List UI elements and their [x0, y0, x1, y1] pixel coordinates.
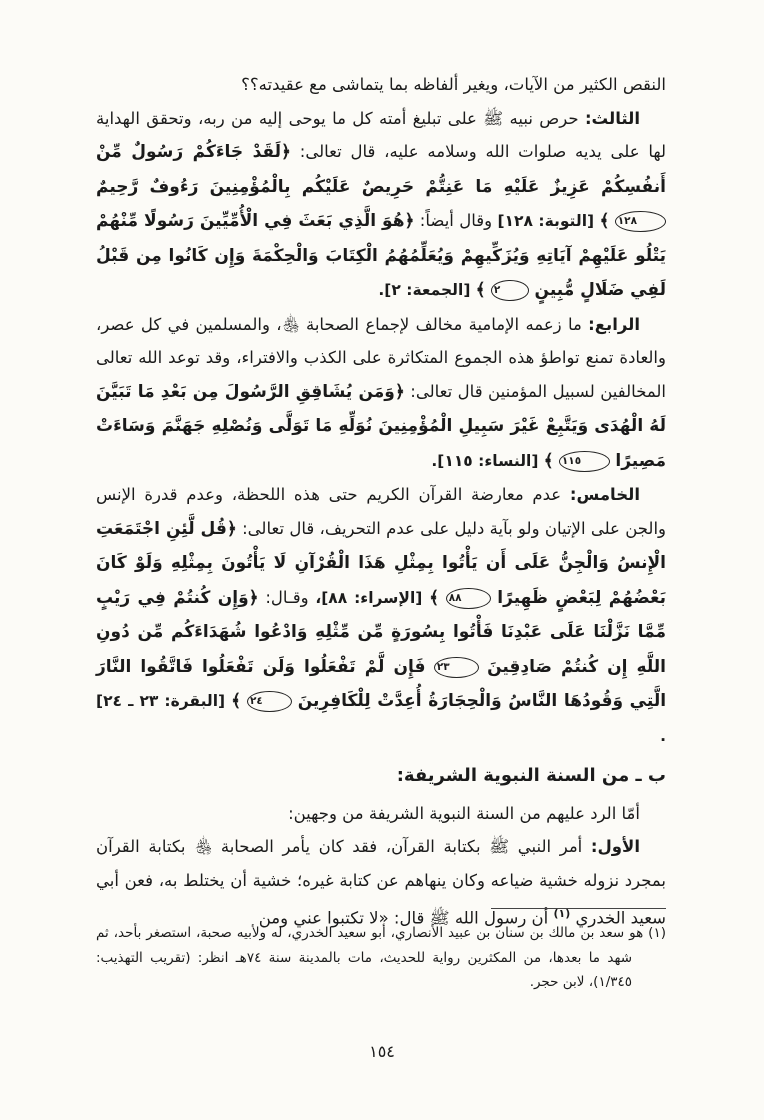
quran-verse: ﴿هُوَ الَّذِي بَعَثَ فِي الْأُمِّيِّينَ رَسُولًا مِّنْهُمْ يَتْلُو عَلَيْهِمْ آيَاتِهِ وَيُزَكِّيهِمْ وَيُعَلِّمُهُمُ الْكِتَابَ وَالْحِكْمَةَ وَإِن كَانُوا مِن قَبْلُ لَفِي ضَلَالٍ مُّبِينٍ — [96, 211, 666, 300]
body-text: عدم معارضة القرآن الكريم حتى هذه اللحظة، وعدم قدرة الإنس والجن على الإتيان ولو بآية دليل على عدم التحريف، قال تعالى: — [96, 485, 666, 538]
section-lead: الرابع: — [588, 314, 641, 334]
footnote-marker-ref: (١) — [553, 907, 571, 920]
paragraph-fifth-point — [96, 478, 666, 753]
section-lead: الثالث: — [584, 108, 640, 128]
quran-verse: فَإِن لَّمْ تَفْعَلُوا وَلَن تَفْعَلُوا فَاتَّقُوا النَّارَ الَّتِي وَقُودُهَا النَّاسُ وَالْحِجَارَةُ أُعِدَّتْ لِلْكَافِرِينَ — [96, 656, 667, 711]
footnotes-section — [96, 908, 666, 995]
verse-reference: [النساء: ١١٥]. — [431, 451, 539, 470]
quran-verse: ﴿وَإِن كُنتُمْ فِي رَيْبٍ مِّمَّا نَزَّلْنَا عَلَى عَبْدِنَا فَأْتُوا بِسُورَةٍ مِّن مِّثْلِهِ وَادْعُوا شُهَدَاءَكُم مِّن دُونِ اللَّهِ إِن كُنتُمْ صَادِقِينَ — [96, 587, 666, 677]
paragraph-continuation — [96, 68, 666, 102]
ayah-number: ١١٥ — [559, 451, 610, 472]
quran-verse: ﴿قُل لَّئِنِ اجْتَمَعَتِ الْإِنسُ وَالْجِنُّ عَلَى أَن يَأْتُوا بِمِثْلِ هَذَا الْقُرْآنِ لَا يَأْتُونَ بِمِثْلِهِ وَلَوْ كَانَ بَعْضُهُمْ لِبَعْضٍ ظَهِيرًا — [96, 518, 667, 608]
verse-close-bracket: ﴾ — [543, 450, 554, 471]
ayah-number: ١٢٨ — [615, 211, 666, 232]
section-heading: ب ـ من السنة النبوية الشريفة: — [396, 765, 666, 786]
ayah-number: ٨٨ — [446, 588, 491, 609]
section-lead: الخامس: — [569, 485, 640, 504]
verse-close-bracket: ﴾ — [429, 587, 440, 608]
paragraph-amma — [96, 797, 666, 831]
verse-reference: [الجمعة: ٢]. — [378, 281, 471, 299]
page-number: ١٥٤ — [369, 1042, 395, 1061]
quran-verse: ﴿لَقَدْ جَاءَكُمْ رَسُولٌ مِّنْ أَنفُسِكُمْ عَزِيزٌ عَلَيْهِ مَا عَنِتُّمْ حَرِيصٌ عَلَيْكُم بِالْمُؤْمِنِينَ رَءُوفٌ رَّحِيمٌ — [96, 142, 666, 197]
verse-reference: [الإسراء: ٨٨]، — [315, 588, 423, 607]
ayah-number: ٢ — [491, 280, 529, 301]
body-text: ما زعمه الإمامية مخالف لإجماع الصحابة ﵃، والمسلمين في كل عصر، والعادة تمنع تواطؤ هذه الجموع المتكاثرة على الكذب والافتراء، وقد توعد الله تعالى المخالفين لسبيل المؤمنين قال تعالى: — [96, 314, 666, 401]
body-text: أن رسول الله ﷺ قال: «لا تكتبوا عني ومن — [258, 908, 549, 928]
ayah-number: ٢٤ — [247, 691, 292, 712]
body-text: وقال أيضاً: — [419, 211, 493, 230]
footnote-separator-rule — [491, 908, 666, 909]
verse-close-bracket: ﴾ — [475, 280, 486, 300]
verse-reference: [البقرة: ٢٣ ـ ٢٤] . — [96, 692, 666, 745]
verse-reference: [التوبة: ١٢٨] — [497, 212, 595, 230]
paragraph-fourth-point — [96, 308, 666, 479]
page-content — [96, 68, 666, 935]
verse-close-bracket: ﴾ — [599, 211, 610, 231]
paragraph-third-point — [96, 102, 666, 308]
body-text: أمر النبي ﷺ بكتابة القرآن، فقد كان يأمر الصحابة ﵃ بكتابة القرآن بمجرد نزوله خشية ضياعه وكان ينهاهم عن كتابة غيره؛ خشية أن يختلط به، فعن أبي سعيد الخدري — [96, 837, 666, 928]
section-lead: الأول: — [590, 837, 641, 856]
verse-close-bracket: ﴾ — [231, 691, 242, 711]
quran-verse: ﴿وَمَن يُشَاقِقِ الرَّسُولَ مِن بَعْدِ مَا تَبَيَّنَ لَهُ الْهُدَى وَيَتَّبِعْ غَيْرَ سَبِيلِ الْمُؤْمِنِينَ نُوَلِّهِ مَا تَوَلَّى وَنُصْلِهِ جَهَنَّمَ وَسَاءَتْ مَصِيرًا — [96, 381, 666, 471]
body-text: أمّا الرد عليهم من السنة النبوية الشريفة من وجهين: — [288, 803, 640, 823]
body-text: حرص نبيه ﷺ على تبليغ أمته كل ما يوحى إليه من ربه، وتحقق الهداية لها على يديه صلوات الله وسلامه عليه، قال تعالى: — [96, 108, 667, 161]
body-text: النقص الكثير من الآيات، ويغير ألفاظه بما يتماشى مع عقيدته؟؟ — [241, 75, 666, 94]
ayah-number: ٢٣ — [434, 657, 479, 678]
footnote-marker: (١) — [648, 925, 666, 941]
footnote-1 — [96, 921, 666, 995]
body-text: وقـال: — [265, 587, 309, 607]
footnote-text: هو سعد بن مالك بن سنان بن عبيد الأنصاري، أبو سعيد الخدري، له ولأبيه صحبة، استصغر بأحد، ثم شهد ما بعدها، من المكثرين رواية للحديث، مات بالمدينة سنة ٧٤هـ انظر: (تقريب التهذيب: ١/٣٤٥)، لابن حجر. — [96, 925, 644, 990]
